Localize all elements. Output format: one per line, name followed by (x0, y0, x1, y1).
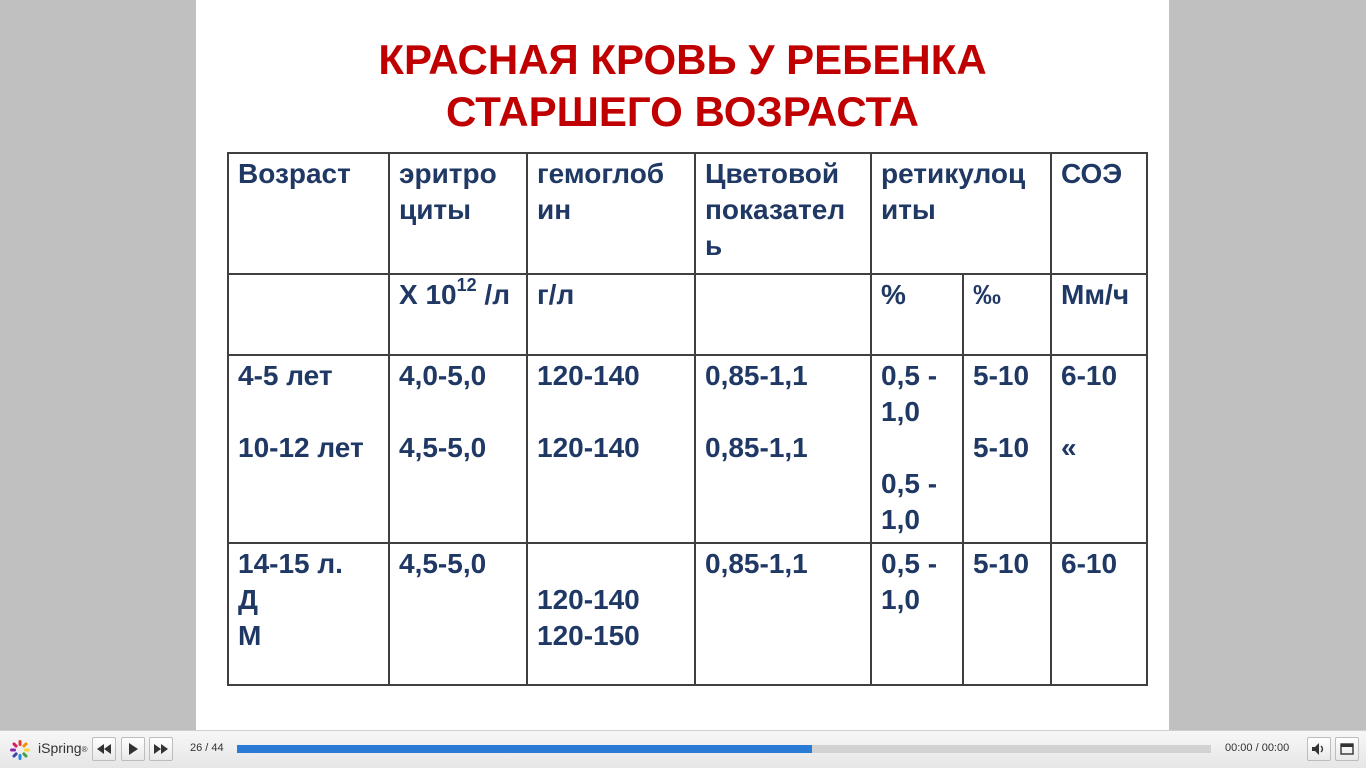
cell-reticulocytes-percent: 0,5 - 1,0 0,5 - 1,0 (871, 355, 963, 543)
slide-title-line2: СТАРШЕГО ВОЗРАСТА (446, 88, 919, 135)
header-hemoglobin: гемоглоб ин (527, 153, 695, 274)
cell-reticulocytes-percent: 0,5 - 1,0 (871, 543, 963, 685)
slide-title (196, 34, 1169, 138)
cell-age: 4-5 лет 10-12 лет (228, 355, 389, 543)
volume-icon (1312, 743, 1326, 755)
next-slide-button[interactable] (149, 737, 173, 761)
cell-esr: 6-10 « (1051, 355, 1147, 543)
progress-bar[interactable] (237, 745, 1211, 753)
table-units-row (228, 274, 1147, 355)
slide-counter: 26 / 44 (190, 742, 224, 754)
header-esr: СОЭ (1051, 153, 1147, 274)
units-esr: Мм/ч (1051, 274, 1147, 355)
units-reticulocytes-permille: ‰ (963, 274, 1051, 355)
previous-slide-button[interactable] (92, 737, 116, 761)
units-color-index (695, 274, 871, 355)
header-erythrocytes: эритро циты (389, 153, 527, 274)
slide (196, 0, 1169, 730)
cell-hemoglobin: 120-140 120-140 (527, 355, 695, 543)
play-button[interactable] (121, 737, 145, 761)
cell-color-index: 0,85-1,1 0,85-1,1 (695, 355, 871, 543)
cell-color-index: 0,85-1,1 (695, 543, 871, 685)
table-row (228, 543, 1147, 685)
cell-reticulocytes-permille: 5-10 5-10 (963, 355, 1051, 543)
blood-values-table (227, 152, 1148, 686)
cell-reticulocytes-permille: 5-10 (963, 543, 1051, 685)
header-color-index: Цветовой показател ь (695, 153, 871, 274)
fast-forward-icon (154, 744, 168, 754)
cell-erythrocytes: 4,5-5,0 (389, 543, 527, 685)
progress-fill (237, 745, 812, 753)
cell-erythrocytes: 4,0-5,0 4,5-5,0 (389, 355, 527, 543)
time-display: 00:00 / 00:00 (1225, 742, 1290, 754)
table-row (228, 355, 1147, 543)
cell-esr: 6-10 (1051, 543, 1147, 685)
slide-title-line1: КРАСНАЯ КРОВЬ У РЕБЕНКА (378, 36, 987, 83)
header-reticulocytes: ретикулоц иты (871, 153, 1051, 274)
rewind-icon (97, 744, 111, 754)
units-reticulocytes-percent: % (871, 274, 963, 355)
cell-hemoglobin: 120-140 120-150 (527, 543, 695, 685)
header-age: Возраст (228, 153, 389, 274)
volume-button[interactable] (1307, 737, 1331, 761)
fullscreen-button[interactable] (1335, 737, 1359, 761)
ispring-brand: iSpring® (38, 740, 88, 756)
table-header-row (228, 153, 1147, 274)
fullscreen-icon (1340, 743, 1354, 755)
units-erythrocytes: Х $10^{12}$ /л (389, 274, 527, 355)
cell-age: 14-15 л. Д М (228, 543, 389, 685)
play-icon (128, 743, 138, 755)
ispring-logo-icon (8, 739, 32, 761)
units-age (228, 274, 389, 355)
units-hemoglobin: г/л (527, 274, 695, 355)
